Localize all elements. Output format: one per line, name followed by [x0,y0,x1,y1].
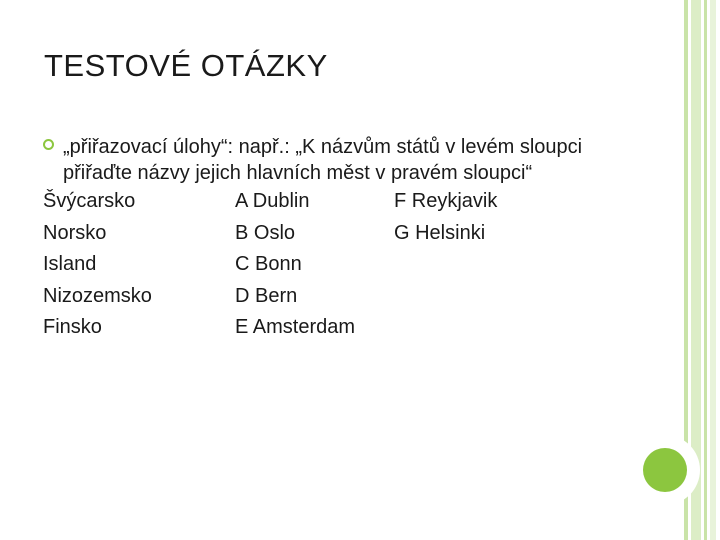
state-name: Švýcarsko [43,190,136,212]
bullet-text [63,134,663,186]
decorative-stripe [710,0,716,540]
capital-option: C Bonn [235,253,302,275]
state-name: Island [43,253,97,275]
capital-option: G Helsinki [394,221,486,244]
capital-option: F Reykjavik [394,190,498,212]
capital-option: D Bern [235,284,298,307]
capital-option: A Dublin [235,190,310,212]
decorative-circle [643,448,687,492]
capital-option: B Oslo [235,221,296,244]
state-name: Nizozemsko [43,284,152,307]
state-name: Norsko [43,221,107,244]
state-name: Finsko [43,316,102,338]
bullet-line-2: přiřaďte názvy jejich hlavních měst v pravém sloupci“ [63,162,533,184]
decorative-stripe [704,0,707,540]
slide-title: TESTOVÉ OTÁZKY [44,48,328,83]
capital-option: E Amsterdam [235,316,356,338]
bullet-circle-icon [43,139,54,150]
bullet-line-1: „přiřazovací úlohy“: např.: „K názvům států v levém sloupci [63,136,583,158]
